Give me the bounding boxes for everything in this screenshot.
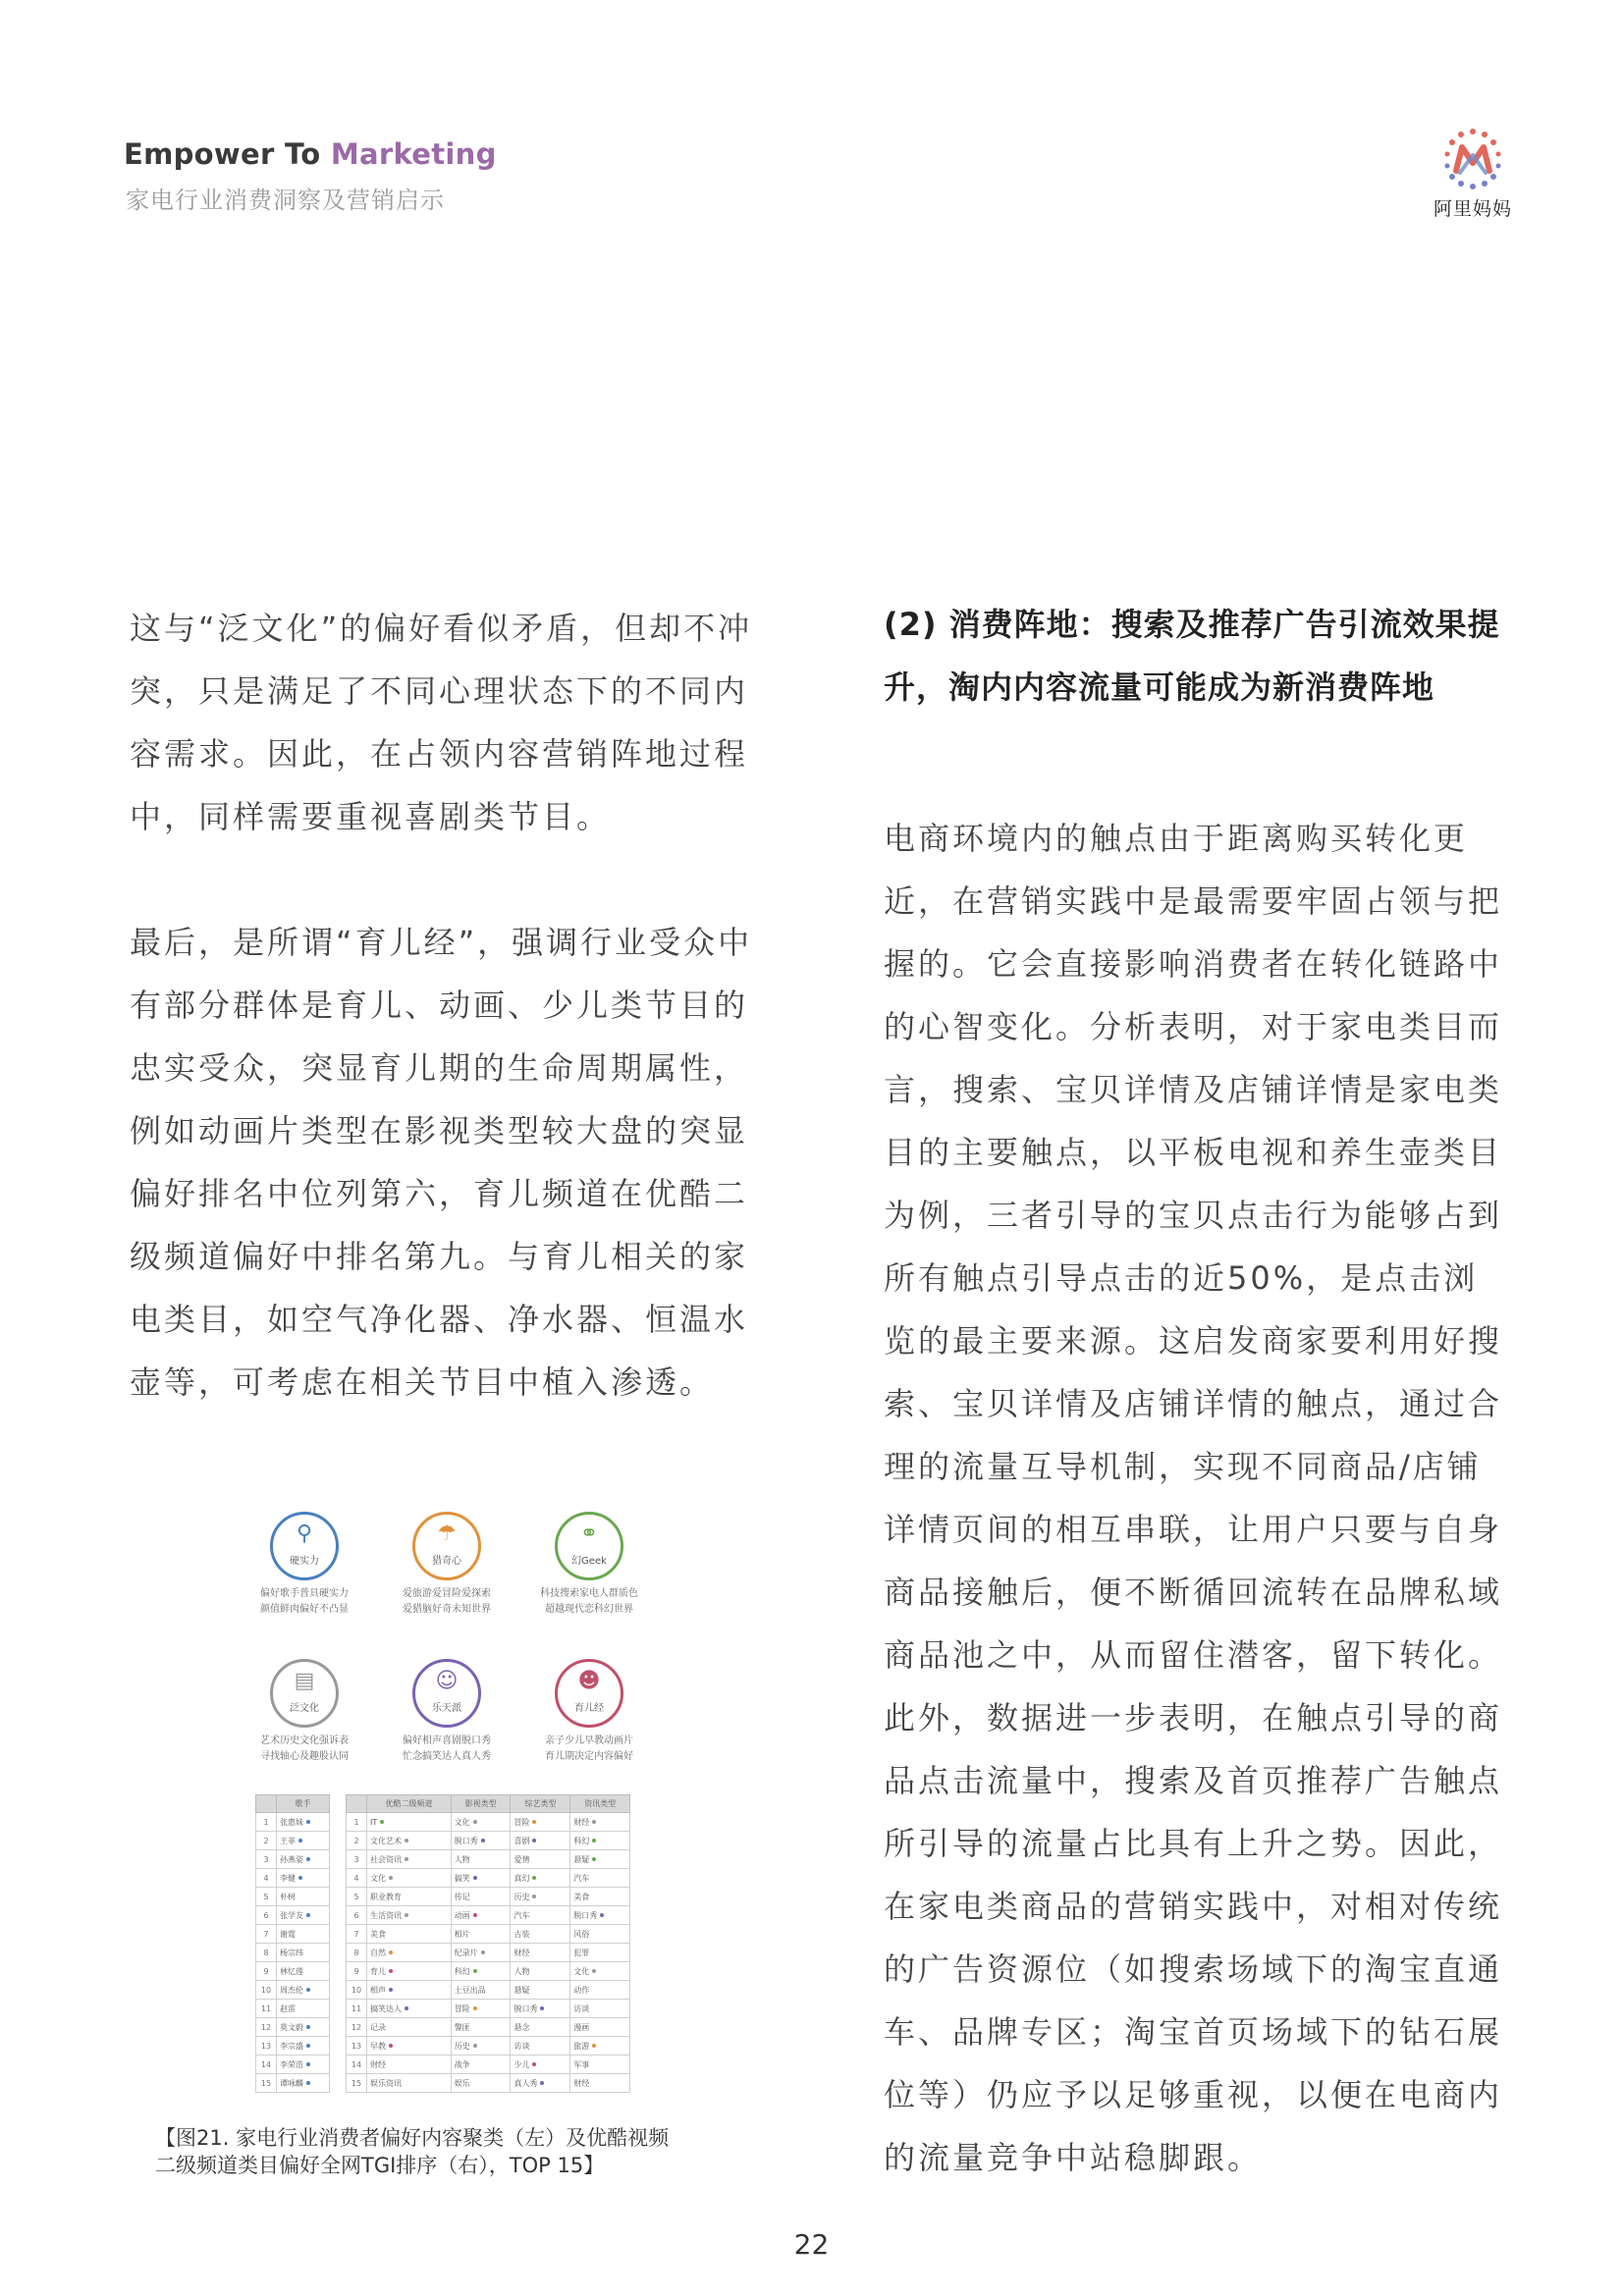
channel-cell: 脱口秀 [511,2000,570,2018]
channel-cell: 历史 [451,2037,511,2056]
channel-cell: 军事 [570,2056,630,2074]
cluster-dot [306,2062,310,2066]
rank-cell: 8 [256,1944,277,1962]
rank-cell: 5 [347,1888,367,1906]
cluster-desc: 偏好相声喜剧脱口秀 忙念搞笑达人真人秀 [403,1735,491,1762]
channel-cell: 传记 [451,1888,511,1906]
cluster-hardpower [236,1512,373,1618]
rank-cell: 7 [256,1925,277,1944]
cluster-dot [540,2006,544,2010]
channel-cell: 少儿 [511,2056,570,2074]
cluster-label: 猎奇心 [432,1556,461,1567]
table-row [347,1944,630,1962]
channel-cell: 相声 [367,1981,452,2000]
cluster-dot [298,1876,302,1880]
cluster-dot [405,1839,408,1842]
cluster-dot [389,2044,393,2048]
cluster-label: 泛文化 [290,1703,319,1714]
table-row [347,1906,630,1925]
singer-cell: 谢霆 [277,1925,330,1944]
singer-cell: 孙燕姿 [277,1850,330,1869]
channel-cell: 悬疑 [511,1981,570,2000]
umbrella-icon: ☂ [437,1522,457,1546]
book-icon: ▤ [294,1669,315,1693]
cluster-dot [405,1857,408,1861]
channel-cell: 社会资讯 [367,1850,452,1869]
cluster-dot [592,1839,596,1842]
cluster-label: 硬实力 [290,1556,319,1567]
channel-cell: 脱口秀 [570,1906,630,1925]
rank-cell: 9 [347,1962,367,1981]
rank-cell: 4 [347,1869,367,1888]
cluster-circle [412,1659,481,1728]
channel-cell: 搞笑 [451,1869,511,1888]
channel-cell: 育儿 [367,1962,452,1981]
magnifier-icon: ⚲ [296,1522,313,1546]
smile-icon: ☺ [435,1669,459,1693]
channel-cell: 爱情 [511,1850,570,1869]
channel-cell: 战争 [451,2056,511,2074]
cluster-dot [306,1988,310,1992]
rank-cell: 6 [256,1906,277,1925]
left-paragraph-2: 最后，是所谓“育儿经”，强调行业受众中有部分群体是育儿、动画、少儿类节目的忠实受众，突显育儿期的生命周期属性，例如动画片类型在影视类型较大盘的突显偏好排名中位列第六，育儿频道在优酷二级频道偏好中排名第九。与育儿相关的家电类目，如空气净化器、净水器、恒温水壶等，可考虑在相关节目中植入渗透。 [130,924,753,1401]
cluster-dot [389,1969,393,1973]
singer-cell: 朴树 [277,1888,330,1906]
cluster-dot [405,2006,408,2010]
table-row [347,2037,630,2056]
channel-cell: 古装 [511,1925,570,1944]
table-row [347,1813,630,1832]
channel-cell: 纪录片 [451,1944,511,1962]
channel-cell: 悬疑 [570,1850,630,1869]
table-row [256,1944,330,1962]
singer-cell: 谭咏麟 [277,2074,330,2093]
cluster-desc: 艺术历史文化强诉表 寻找轴心及趣股认同 [260,1735,349,1762]
singer-cell: 赵雷 [277,2000,330,2018]
table-row [256,1869,330,1888]
table-row [256,2018,330,2037]
table-row [256,1925,330,1944]
cluster-dot [306,2025,310,2029]
channel-cell: 历史 [511,1888,570,1906]
table-row [256,1813,330,1832]
cluster-dot [532,1820,536,1824]
channel-cell: 动作 [570,1981,630,2000]
cluster-dot [592,1857,596,1861]
channel-cell: 悬念 [511,2018,570,2037]
rank-cell: 13 [256,2037,277,2056]
right-paragraph: 电商环境内的触点由于距离购买转化更近，在营销实践中是最需要牢固占领与把握的。它会直接影响消费者在转化链路中的心智变化。分析表明，对于家电类目而言，搜索、宝贝详情及店铺详情是家电类目的主要触点，以平板电视和养生壶类目为例，三者引导的宝贝点击行为能够占到所有触点引导点击的近50%，是点击浏览的最主要来源。这启发商家要利用好搜索、宝贝详情及店铺详情的触点，通过合理的流量互导机制，实现不同商品/店铺详情页间的相互串联，让用户只要与自身商品接触后，便不断循回流转在品牌私域商品池之中，从而留住潜客，留下转化。此外，数据进一步表明，在触点引导的商品点击流量中，搜索及首页推荐广告触点所引导的流量占比具有上升之势。因此，在家电类商品的营销实践中，对相对传统的广告资源位（如搜索场域下的淘宝直通车、品牌专区；淘宝首页场域下的钻石展位等）仍应予以足够重视，以便在电商内的流量竞争中站稳脚跟。 [884,820,1503,2176]
cluster-dot [481,1839,485,1842]
table-header: 优酷二级频道 [367,1795,452,1813]
table-row [256,1981,330,2000]
rank-cell: 6 [347,1906,367,1925]
section-heading: (2) 消费阵地：搜索及推荐广告引流效果提升，淘内内容流量可能成为新消费阵地 [884,606,1500,706]
cluster-desc: 偏好歌手普具硬实力 颜值鲜肉偏好不凸显 [260,1588,349,1615]
channel-cell: IT [367,1813,452,1832]
singer-cell: 莫文蔚 [277,2018,330,2037]
caption-line-2: 二级频道类目偏好全网TGI排序（右），TOP 15】 [155,2154,605,2177]
cluster-culture [236,1659,373,1765]
cluster-circle [555,1512,623,1580]
cluster-dot [306,2081,310,2085]
cluster-circle [555,1659,623,1728]
cluster-parenting [520,1659,658,1765]
cluster-dot [592,1820,596,1824]
channel-cell: 搞笑达人 [367,2000,452,2018]
cluster-desc: 爱旅游爱冒险爱探索 爱猎脑好奇未知世界 [403,1588,491,1615]
cluster-dot [540,2081,544,2085]
rank-cell: 15 [347,2074,367,2093]
rank-cell: 12 [256,2018,277,2037]
alimama-logo-icon [1438,126,1507,192]
table-row [347,1962,630,1981]
channel-cell: 犯罪 [570,1944,630,1962]
cluster-dot [306,1820,310,1824]
singer-cell: 李荣浩 [277,2056,330,2074]
cluster-dot [473,2044,477,2048]
rank-cell: 11 [256,2000,277,2018]
singer-cell: 王菲 [277,1832,330,1850]
table-row [347,1869,630,1888]
table-header: 资讯类型 [570,1795,630,1813]
cluster-dot [306,1857,310,1861]
channel-cell: 财经 [570,1813,630,1832]
channel-cell: 美食 [367,1925,452,1944]
header-title [124,137,497,171]
cluster-dot [389,1988,393,1992]
left-paragraph-1: 这与“泛文化”的偏好看似矛盾，但却不冲突，只是满足了不同心理状态下的不同内容需求。因此，在占领内容营销阵地过程中，同样需要重视喜剧类节目。 [130,610,753,835]
table-row [347,2074,630,2093]
cluster-dot [306,2044,310,2048]
cluster-dot [473,1969,477,1973]
rank-cell: 12 [347,2018,367,2037]
channel-cell: 访谈 [511,2037,570,2056]
header-subtitle: 家电行业消费洞察及营销启示 [126,187,445,214]
table-header: 综艺类型 [511,1795,570,1813]
channel-cell: 动画 [451,1906,511,1925]
singer-cell: 杨宗纬 [277,1944,330,1962]
channel-cell: 早教 [367,2037,452,2056]
channel-cell: 自然 [367,1944,452,1962]
table-row [256,1888,330,1906]
rank-cell: 8 [347,1944,367,1962]
rank-cell: 13 [347,2037,367,2056]
cluster-geek [520,1512,658,1618]
planet-icon: ⚭ [579,1522,599,1546]
cluster-circle [270,1659,339,1728]
rank-cell: 3 [256,1850,277,1869]
cluster-dot [380,1820,384,1824]
cluster-optimist [378,1659,515,1765]
cluster-dot [473,1876,477,1880]
channel-cell: 娱乐资讯 [367,2074,452,2093]
cluster-desc: 科技搜索家电人群质色 超越现代恋科幻世界 [540,1588,638,1615]
cluster-dot [481,1950,485,1954]
header-title-accent: Marketing [330,137,497,171]
cluster-dot [306,1913,310,1917]
singer-cell: 林忆莲 [277,1962,330,1981]
channel-cell: 财经 [570,2074,630,2093]
cluster-dot [473,2006,477,2010]
baby-icon: ☻ [577,1669,601,1693]
rank-cell: 3 [347,1850,367,1869]
channel-cell: 漫画 [570,2018,630,2037]
channel-cell: 文化 [367,1869,452,1888]
cluster-curiosity [378,1512,515,1618]
channel-cell: 人物 [511,1962,570,1981]
table-row [347,1925,630,1944]
channel-cell: 相片 [451,1925,511,1944]
figure-21 [236,1512,648,2101]
cluster-desc: 亲子少儿早教动画片 育儿期决定内容偏好 [545,1735,633,1762]
channel-cell: 文化 [570,1962,630,1981]
channel-cell: 风俗 [570,1925,630,1944]
channel-cell: 喜剧 [511,1832,570,1850]
channel-cell: 汽车 [511,1906,570,1925]
table-row [256,2000,330,2018]
table-row [256,2037,330,2056]
channel-cell: 真人秀 [511,2074,570,2093]
cluster-dot [389,1950,393,1954]
singer-cell: 周杰伦 [277,1981,330,2000]
table-row [347,1850,630,1869]
channel-cell: 冒险 [511,1813,570,1832]
cluster-dot [532,2062,536,2066]
brand-logo [1424,126,1522,221]
singer-table [255,1794,330,2093]
table-row [256,1962,330,1981]
cluster-dot [473,1820,477,1824]
cluster-dot [532,1895,536,1898]
rank-cell: 1 [347,1813,367,1832]
singer-cell: 李健 [277,1869,330,1888]
channel-cell: 警匪 [451,2018,511,2037]
rank-cell: 5 [256,1888,277,1906]
cluster-dot [532,1839,536,1842]
table-header: 歌手 [277,1795,330,1813]
table-row [256,1906,330,1925]
table-row [256,1850,330,1869]
cluster-circle [270,1512,339,1580]
channel-cell: 人物 [451,1850,511,1869]
channel-cell: 娱乐 [451,2074,511,2093]
figure-caption [155,2124,744,2179]
singer-cell: 李宗盛 [277,2037,330,2056]
channel-cell: 脱口秀 [451,1832,511,1850]
table-row [256,2056,330,2074]
rank-cell: 14 [347,2056,367,2074]
cluster-dot [532,1876,536,1880]
rank-cell: 10 [347,1981,367,2000]
channel-table [346,1794,630,2093]
rank-cell: 11 [347,2000,367,2018]
channel-cell: 记录 [367,2018,452,2037]
caption-line-1: 【图21. 家电行业消费者偏好内容聚类（左）及优酷视频 [155,2126,670,2150]
table-row [347,2000,630,2018]
channel-cell: 科幻 [451,1962,511,1981]
cluster-dot [405,1913,408,1917]
table-row [347,2056,630,2074]
rank-cell: 2 [256,1832,277,1850]
rank-cell: 7 [347,1925,367,1944]
singer-cell: 张学友 [277,1906,330,1925]
cluster-dot [298,1839,302,1842]
channel-cell: 汽车 [570,1869,630,1888]
rank-cell: 1 [256,1813,277,1832]
channel-cell: 冒险 [451,2000,511,2018]
logo-text: 阿里妈妈 [1433,198,1512,220]
channel-cell: 访谈 [570,2000,630,2018]
channel-cell: 旅游 [570,2037,630,2056]
table-row [347,1832,630,1850]
rank-cell: 9 [256,1962,277,1981]
channel-cell: 生活资讯 [367,1906,452,1925]
table-header: 影视类型 [451,1795,511,1813]
rank-cell: 2 [347,1832,367,1850]
cluster-label: 幻Geek [571,1556,607,1567]
channel-cell: 真幻 [511,1869,570,1888]
page-number: 22 [793,2228,830,2261]
cluster-label: 育儿经 [574,1703,604,1714]
rank-cell: 4 [256,1869,277,1888]
table-row [347,2018,630,2037]
cluster-label: 乐天派 [432,1703,461,1714]
table-row [347,1981,630,2000]
rank-cell: 10 [256,1981,277,2000]
cluster-dot [592,1969,596,1973]
cluster-circle [412,1512,481,1580]
channel-cell: 财经 [367,2056,452,2074]
channel-cell: 文化艺术 [367,1832,452,1850]
table-row [347,1888,630,1906]
header-title-main: Empower To [124,137,331,171]
channel-cell: 文化 [451,1813,511,1832]
cluster-dot [600,1913,604,1917]
cluster-dot [389,1876,393,1880]
singer-cell: 张惠妹 [277,1813,330,1832]
channel-cell: 财经 [511,1944,570,1962]
rank-cell: 14 [256,2056,277,2074]
table-row [256,2074,330,2093]
channel-cell: 科幻 [570,1832,630,1850]
channel-cell: 土豆出品 [451,1981,511,2000]
channel-cell: 美食 [570,1888,630,1906]
channel-cell: 职业教育 [367,1888,452,1906]
cluster-dot [473,1913,477,1917]
table-row [256,1832,330,1850]
rank-cell: 15 [256,2074,277,2093]
cluster-dot [592,2044,596,2048]
